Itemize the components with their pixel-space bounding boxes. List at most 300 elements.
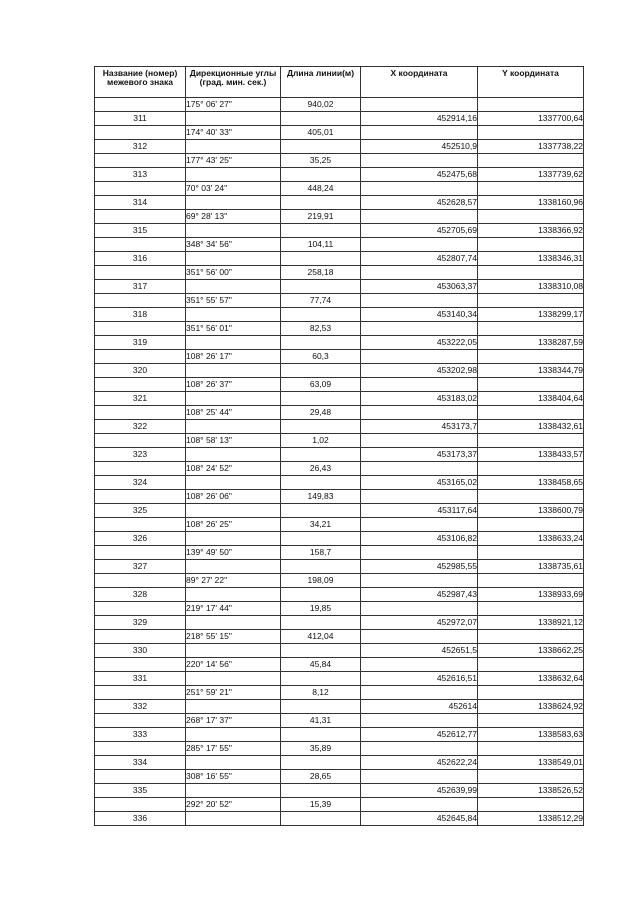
x-coordinate-cell: 452639,99 [361, 784, 478, 798]
x-coordinate-cell: 452987,43 [361, 588, 478, 602]
y-coordinate-cell [478, 602, 584, 616]
x-coordinate-cell: 453173,7 [361, 420, 478, 434]
direction-angle-cell: 139° 49' 50" [186, 546, 281, 560]
table-row [95, 252, 584, 266]
line-length-cell [281, 476, 361, 490]
line-length-cell: 1,02 [281, 434, 361, 448]
x-coordinate-cell [361, 742, 478, 756]
y-coordinate-cell [478, 238, 584, 252]
y-coordinate-cell [478, 210, 584, 224]
table-row [95, 154, 584, 168]
x-coordinate-cell [361, 434, 478, 448]
table-row [95, 700, 584, 714]
table-row [95, 434, 584, 448]
x-coordinate-cell [361, 798, 478, 812]
table-row [95, 350, 584, 364]
table-row [95, 140, 584, 154]
line-length-cell [281, 504, 361, 518]
marker-name-cell: 317 [95, 280, 186, 294]
direction-angle-cell [186, 756, 281, 770]
x-coordinate-cell: 452972,07 [361, 616, 478, 630]
table-row [95, 448, 584, 462]
y-coordinate-cell [478, 378, 584, 392]
direction-angle-cell: 268° 17' 37" [186, 714, 281, 728]
table-row [95, 602, 584, 616]
direction-angle-cell [186, 672, 281, 686]
x-coordinate-cell: 452914,16 [361, 112, 478, 126]
line-length-cell: 149,83 [281, 490, 361, 504]
table-row [95, 672, 584, 686]
x-coordinate-cell: 452807,74 [361, 252, 478, 266]
table-row [95, 770, 584, 784]
x-coordinate-cell: 453117,64 [361, 504, 478, 518]
marker-name-cell [95, 742, 186, 756]
line-length-cell [281, 812, 361, 826]
direction-angle-cell: 351° 55' 57" [186, 294, 281, 308]
line-length-cell [281, 560, 361, 574]
line-length-cell [281, 420, 361, 434]
marker-name-cell: 334 [95, 756, 186, 770]
marker-name-cell: 328 [95, 588, 186, 602]
marker-name-cell [95, 294, 186, 308]
y-coordinate-cell: 1338526,52 [478, 784, 584, 798]
y-coordinate-cell [478, 658, 584, 672]
marker-name-cell [95, 378, 186, 392]
x-coordinate-cell: 453222,05 [361, 336, 478, 350]
marker-name-cell [95, 574, 186, 588]
marker-name-cell [95, 238, 186, 252]
y-coordinate-cell [478, 154, 584, 168]
marker-name-cell: 319 [95, 336, 186, 350]
y-coordinate-cell [478, 294, 584, 308]
marker-name-cell [95, 602, 186, 616]
x-coordinate-cell: 452985,55 [361, 560, 478, 574]
y-coordinate-cell: 1338404,64 [478, 392, 584, 406]
marker-name-cell [95, 770, 186, 784]
line-length-cell: 29,48 [281, 406, 361, 420]
direction-angle-cell [186, 224, 281, 238]
line-length-cell: 158,7 [281, 546, 361, 560]
marker-name-cell [95, 434, 186, 448]
marker-name-cell: 331 [95, 672, 186, 686]
table-row [95, 238, 584, 252]
direction-angle-cell [186, 700, 281, 714]
line-length-cell: 405,01 [281, 126, 361, 140]
direction-angle-cell: 175° 06' 27" [186, 98, 281, 112]
marker-name-cell: 325 [95, 504, 186, 518]
marker-name-cell [95, 490, 186, 504]
direction-angle-cell [186, 448, 281, 462]
marker-name-cell: 321 [95, 392, 186, 406]
y-coordinate-cell: 1338344,79 [478, 364, 584, 378]
y-coordinate-cell [478, 266, 584, 280]
x-coordinate-cell [361, 518, 478, 532]
line-length-cell [281, 728, 361, 742]
direction-angle-cell [186, 504, 281, 518]
line-length-cell: 8,12 [281, 686, 361, 700]
x-coordinate-cell: 453106,82 [361, 532, 478, 546]
table-row [95, 644, 584, 658]
x-coordinate-cell: 452475,68 [361, 168, 478, 182]
direction-angle-cell [186, 532, 281, 546]
table-row [95, 406, 584, 420]
table-row [95, 378, 584, 392]
table-row [95, 490, 584, 504]
direction-angle-cell: 220° 14' 56" [186, 658, 281, 672]
table-row [95, 742, 584, 756]
x-coordinate-cell: 452510,9 [361, 140, 478, 154]
line-length-cell [281, 616, 361, 630]
line-length-cell [281, 168, 361, 182]
y-coordinate-cell [478, 546, 584, 560]
table-row [95, 812, 584, 826]
y-coordinate-cell [478, 434, 584, 448]
y-coordinate-cell: 1338624,92 [478, 700, 584, 714]
line-length-cell [281, 448, 361, 462]
table-row [95, 196, 584, 210]
marker-name-cell: 323 [95, 448, 186, 462]
table-row [95, 728, 584, 742]
line-length-cell [281, 532, 361, 546]
direction-angle-cell [186, 812, 281, 826]
line-length-cell: 77,74 [281, 294, 361, 308]
marker-name-cell [95, 630, 186, 644]
y-coordinate-cell: 1338512,29 [478, 812, 584, 826]
x-coordinate-cell [361, 294, 478, 308]
line-length-cell: 35,25 [281, 154, 361, 168]
table-row [95, 98, 584, 112]
marker-name-cell: 312 [95, 140, 186, 154]
direction-angle-cell: 251° 59' 21" [186, 686, 281, 700]
x-coordinate-cell [361, 546, 478, 560]
y-coordinate-cell: 1338299,17 [478, 308, 584, 322]
direction-angle-cell: 218° 55' 15" [186, 630, 281, 644]
line-length-cell: 82,53 [281, 322, 361, 336]
table-row [95, 476, 584, 490]
y-coordinate-cell: 1338662,25 [478, 644, 584, 658]
line-length-cell: 940,02 [281, 98, 361, 112]
y-coordinate-cell: 1338583,63 [478, 728, 584, 742]
marker-name-cell: 335 [95, 784, 186, 798]
x-coordinate-cell: 452616,51 [361, 672, 478, 686]
y-coordinate-cell: 1338600,79 [478, 504, 584, 518]
x-coordinate-cell [361, 630, 478, 644]
y-coordinate-cell: 1338632,64 [478, 672, 584, 686]
line-length-cell [281, 756, 361, 770]
y-coordinate-cell: 1338458,65 [478, 476, 584, 490]
direction-angle-cell [186, 392, 281, 406]
direction-angle-cell: 108° 25' 44" [186, 406, 281, 420]
y-coordinate-cell [478, 574, 584, 588]
header-y-coordinate: Y координата [478, 67, 584, 98]
x-coordinate-cell [361, 770, 478, 784]
x-coordinate-cell: 452612,77 [361, 728, 478, 742]
marker-name-cell: 336 [95, 812, 186, 826]
marker-name-cell [95, 406, 186, 420]
direction-angle-cell [186, 336, 281, 350]
table-row [95, 336, 584, 350]
table-row [95, 588, 584, 602]
line-length-cell: 45,84 [281, 658, 361, 672]
y-coordinate-cell: 1338933,69 [478, 588, 584, 602]
table-row [95, 112, 584, 126]
y-coordinate-cell: 1338287,59 [478, 336, 584, 350]
marker-name-cell [95, 322, 186, 336]
table-row [95, 294, 584, 308]
x-coordinate-cell: 452651,5 [361, 644, 478, 658]
line-length-cell [281, 364, 361, 378]
direction-angle-cell: 177° 43' 25" [186, 154, 281, 168]
x-coordinate-cell [361, 210, 478, 224]
table-row [95, 798, 584, 812]
line-length-cell: 104,11 [281, 238, 361, 252]
y-coordinate-cell: 1338549,01 [478, 756, 584, 770]
line-length-cell [281, 280, 361, 294]
direction-angle-cell [186, 728, 281, 742]
line-length-cell: 41,31 [281, 714, 361, 728]
direction-angle-cell [186, 616, 281, 630]
x-coordinate-cell: 453140,34 [361, 308, 478, 322]
marker-name-cell [95, 154, 186, 168]
marker-name-cell: 326 [95, 532, 186, 546]
line-length-cell [281, 588, 361, 602]
y-coordinate-cell: 1338433,57 [478, 448, 584, 462]
direction-angle-cell [186, 560, 281, 574]
direction-angle-cell [186, 308, 281, 322]
x-coordinate-cell: 453173,37 [361, 448, 478, 462]
y-coordinate-cell [478, 742, 584, 756]
x-coordinate-cell [361, 238, 478, 252]
table-row [95, 518, 584, 532]
direction-angle-cell [186, 420, 281, 434]
y-coordinate-cell [478, 490, 584, 504]
line-length-cell: 219,91 [281, 210, 361, 224]
marker-name-cell: 315 [95, 224, 186, 238]
line-length-cell [281, 644, 361, 658]
direction-angle-cell: 292° 20' 52" [186, 798, 281, 812]
x-coordinate-cell: 453165,02 [361, 476, 478, 490]
direction-angle-cell: 89° 27' 22" [186, 574, 281, 588]
x-coordinate-cell: 453202,98 [361, 364, 478, 378]
line-length-cell: 26,43 [281, 462, 361, 476]
direction-angle-cell [186, 784, 281, 798]
direction-angle-cell: 69° 28' 13" [186, 210, 281, 224]
line-length-cell [281, 140, 361, 154]
direction-angle-cell [186, 476, 281, 490]
y-coordinate-cell: 1338633,24 [478, 532, 584, 546]
direction-angle-cell: 108° 26' 06" [186, 490, 281, 504]
table-row [95, 756, 584, 770]
line-length-cell [281, 672, 361, 686]
direction-angle-cell [186, 140, 281, 154]
marker-name-cell [95, 714, 186, 728]
line-length-cell: 15,39 [281, 798, 361, 812]
marker-name-cell [95, 266, 186, 280]
y-coordinate-cell: 1338921,12 [478, 616, 584, 630]
x-coordinate-cell [361, 406, 478, 420]
line-length-cell [281, 252, 361, 266]
x-coordinate-cell: 452622,24 [361, 756, 478, 770]
y-coordinate-cell: 1337700,64 [478, 112, 584, 126]
line-length-cell [281, 392, 361, 406]
y-coordinate-cell [478, 630, 584, 644]
x-coordinate-cell: 452628,57 [361, 196, 478, 210]
marker-name-cell: 314 [95, 196, 186, 210]
table-row [95, 630, 584, 644]
table-row [95, 784, 584, 798]
y-coordinate-cell: 1338366,92 [478, 224, 584, 238]
table-row [95, 462, 584, 476]
direction-angle-cell [186, 644, 281, 658]
y-coordinate-cell: 1338310,08 [478, 280, 584, 294]
x-coordinate-cell [361, 378, 478, 392]
direction-angle-cell: 348° 34' 56" [186, 238, 281, 252]
y-coordinate-cell: 1337738,22 [478, 140, 584, 154]
direction-angle-cell [186, 364, 281, 378]
direction-angle-cell: 351° 56' 01" [186, 322, 281, 336]
line-length-cell: 448,24 [281, 182, 361, 196]
marker-name-cell: 311 [95, 112, 186, 126]
marker-name-cell [95, 350, 186, 364]
marker-name-cell: 313 [95, 168, 186, 182]
line-length-cell: 258,18 [281, 266, 361, 280]
x-coordinate-cell [361, 322, 478, 336]
marker-name-cell: 327 [95, 560, 186, 574]
marker-name-cell: 316 [95, 252, 186, 266]
table-row [95, 420, 584, 434]
marker-name-cell [95, 210, 186, 224]
table-row [95, 504, 584, 518]
marker-name-cell: 324 [95, 476, 186, 490]
table-row [95, 168, 584, 182]
table-header-row [95, 67, 584, 98]
direction-angle-cell [186, 588, 281, 602]
line-length-cell: 60,3 [281, 350, 361, 364]
marker-name-cell: 330 [95, 644, 186, 658]
direction-angle-cell: 174° 40' 33" [186, 126, 281, 140]
marker-name-cell [95, 518, 186, 532]
y-coordinate-cell: 1337739,62 [478, 168, 584, 182]
header-x-coordinate: X координата [361, 67, 478, 98]
boundary-coordinates-table [94, 66, 584, 826]
table-row [95, 714, 584, 728]
table-row [95, 658, 584, 672]
y-coordinate-cell [478, 350, 584, 364]
marker-name-cell [95, 182, 186, 196]
y-coordinate-cell: 1338346,31 [478, 252, 584, 266]
direction-angle-cell [186, 252, 281, 266]
y-coordinate-cell [478, 798, 584, 812]
line-length-cell [281, 196, 361, 210]
x-coordinate-cell: 453063,37 [361, 280, 478, 294]
marker-name-cell [95, 686, 186, 700]
x-coordinate-cell: 452705,69 [361, 224, 478, 238]
direction-angle-cell [186, 112, 281, 126]
y-coordinate-cell [478, 406, 584, 420]
table-row [95, 574, 584, 588]
direction-angle-cell: 70° 03' 24" [186, 182, 281, 196]
line-length-cell: 63,09 [281, 378, 361, 392]
marker-name-cell: 329 [95, 616, 186, 630]
line-length-cell [281, 224, 361, 238]
x-coordinate-cell [361, 686, 478, 700]
direction-angle-cell: 219° 17' 44" [186, 602, 281, 616]
marker-name-cell [95, 546, 186, 560]
line-length-cell [281, 308, 361, 322]
line-length-cell: 198,09 [281, 574, 361, 588]
x-coordinate-cell [361, 574, 478, 588]
x-coordinate-cell [361, 154, 478, 168]
marker-name-cell: 332 [95, 700, 186, 714]
table-row [95, 266, 584, 280]
table-row [95, 392, 584, 406]
line-length-cell [281, 784, 361, 798]
marker-name-cell [95, 798, 186, 812]
y-coordinate-cell: 1338735,61 [478, 560, 584, 574]
line-length-cell [281, 112, 361, 126]
direction-angle-cell: 108° 26' 25" [186, 518, 281, 532]
marker-name-cell: 320 [95, 364, 186, 378]
table-row [95, 532, 584, 546]
y-coordinate-cell [478, 770, 584, 784]
table-row [95, 686, 584, 700]
table-row [95, 560, 584, 574]
table-row [95, 126, 584, 140]
direction-angle-cell: 351° 56' 00" [186, 266, 281, 280]
table-row [95, 210, 584, 224]
x-coordinate-cell [361, 490, 478, 504]
x-coordinate-cell [361, 714, 478, 728]
direction-angle-cell: 108° 24' 52" [186, 462, 281, 476]
y-coordinate-cell [478, 462, 584, 476]
y-coordinate-cell [478, 714, 584, 728]
y-coordinate-cell: 1338160,96 [478, 196, 584, 210]
header-marker-name: Название (номер) межевого знака [95, 67, 186, 98]
y-coordinate-cell [478, 686, 584, 700]
marker-name-cell [95, 462, 186, 476]
x-coordinate-cell [361, 350, 478, 364]
x-coordinate-cell [361, 462, 478, 476]
marker-name-cell: 322 [95, 420, 186, 434]
table-row [95, 308, 584, 322]
direction-angle-cell: 108° 26' 37" [186, 378, 281, 392]
table-row [95, 616, 584, 630]
line-length-cell: 34,21 [281, 518, 361, 532]
y-coordinate-cell [478, 518, 584, 532]
direction-angle-cell [186, 168, 281, 182]
x-coordinate-cell [361, 182, 478, 196]
header-line-length: Длина линии(м) [281, 67, 361, 98]
x-coordinate-cell: 452614 [361, 700, 478, 714]
marker-name-cell: 333 [95, 728, 186, 742]
table-row [95, 322, 584, 336]
marker-name-cell: 318 [95, 308, 186, 322]
direction-angle-cell: 285° 17' 55" [186, 742, 281, 756]
line-length-cell: 412,04 [281, 630, 361, 644]
direction-angle-cell: 308° 16' 55" [186, 770, 281, 784]
marker-name-cell [95, 98, 186, 112]
line-length-cell: 19,85 [281, 602, 361, 616]
line-length-cell: 28,65 [281, 770, 361, 784]
y-coordinate-cell [478, 182, 584, 196]
direction-angle-cell: 108° 58' 13" [186, 434, 281, 448]
x-coordinate-cell: 453183,02 [361, 392, 478, 406]
y-coordinate-cell [478, 98, 584, 112]
header-direction-angle: Дирекционные углы (град. мин. сек.) [186, 67, 281, 98]
x-coordinate-cell [361, 98, 478, 112]
y-coordinate-cell [478, 126, 584, 140]
table-row [95, 364, 584, 378]
